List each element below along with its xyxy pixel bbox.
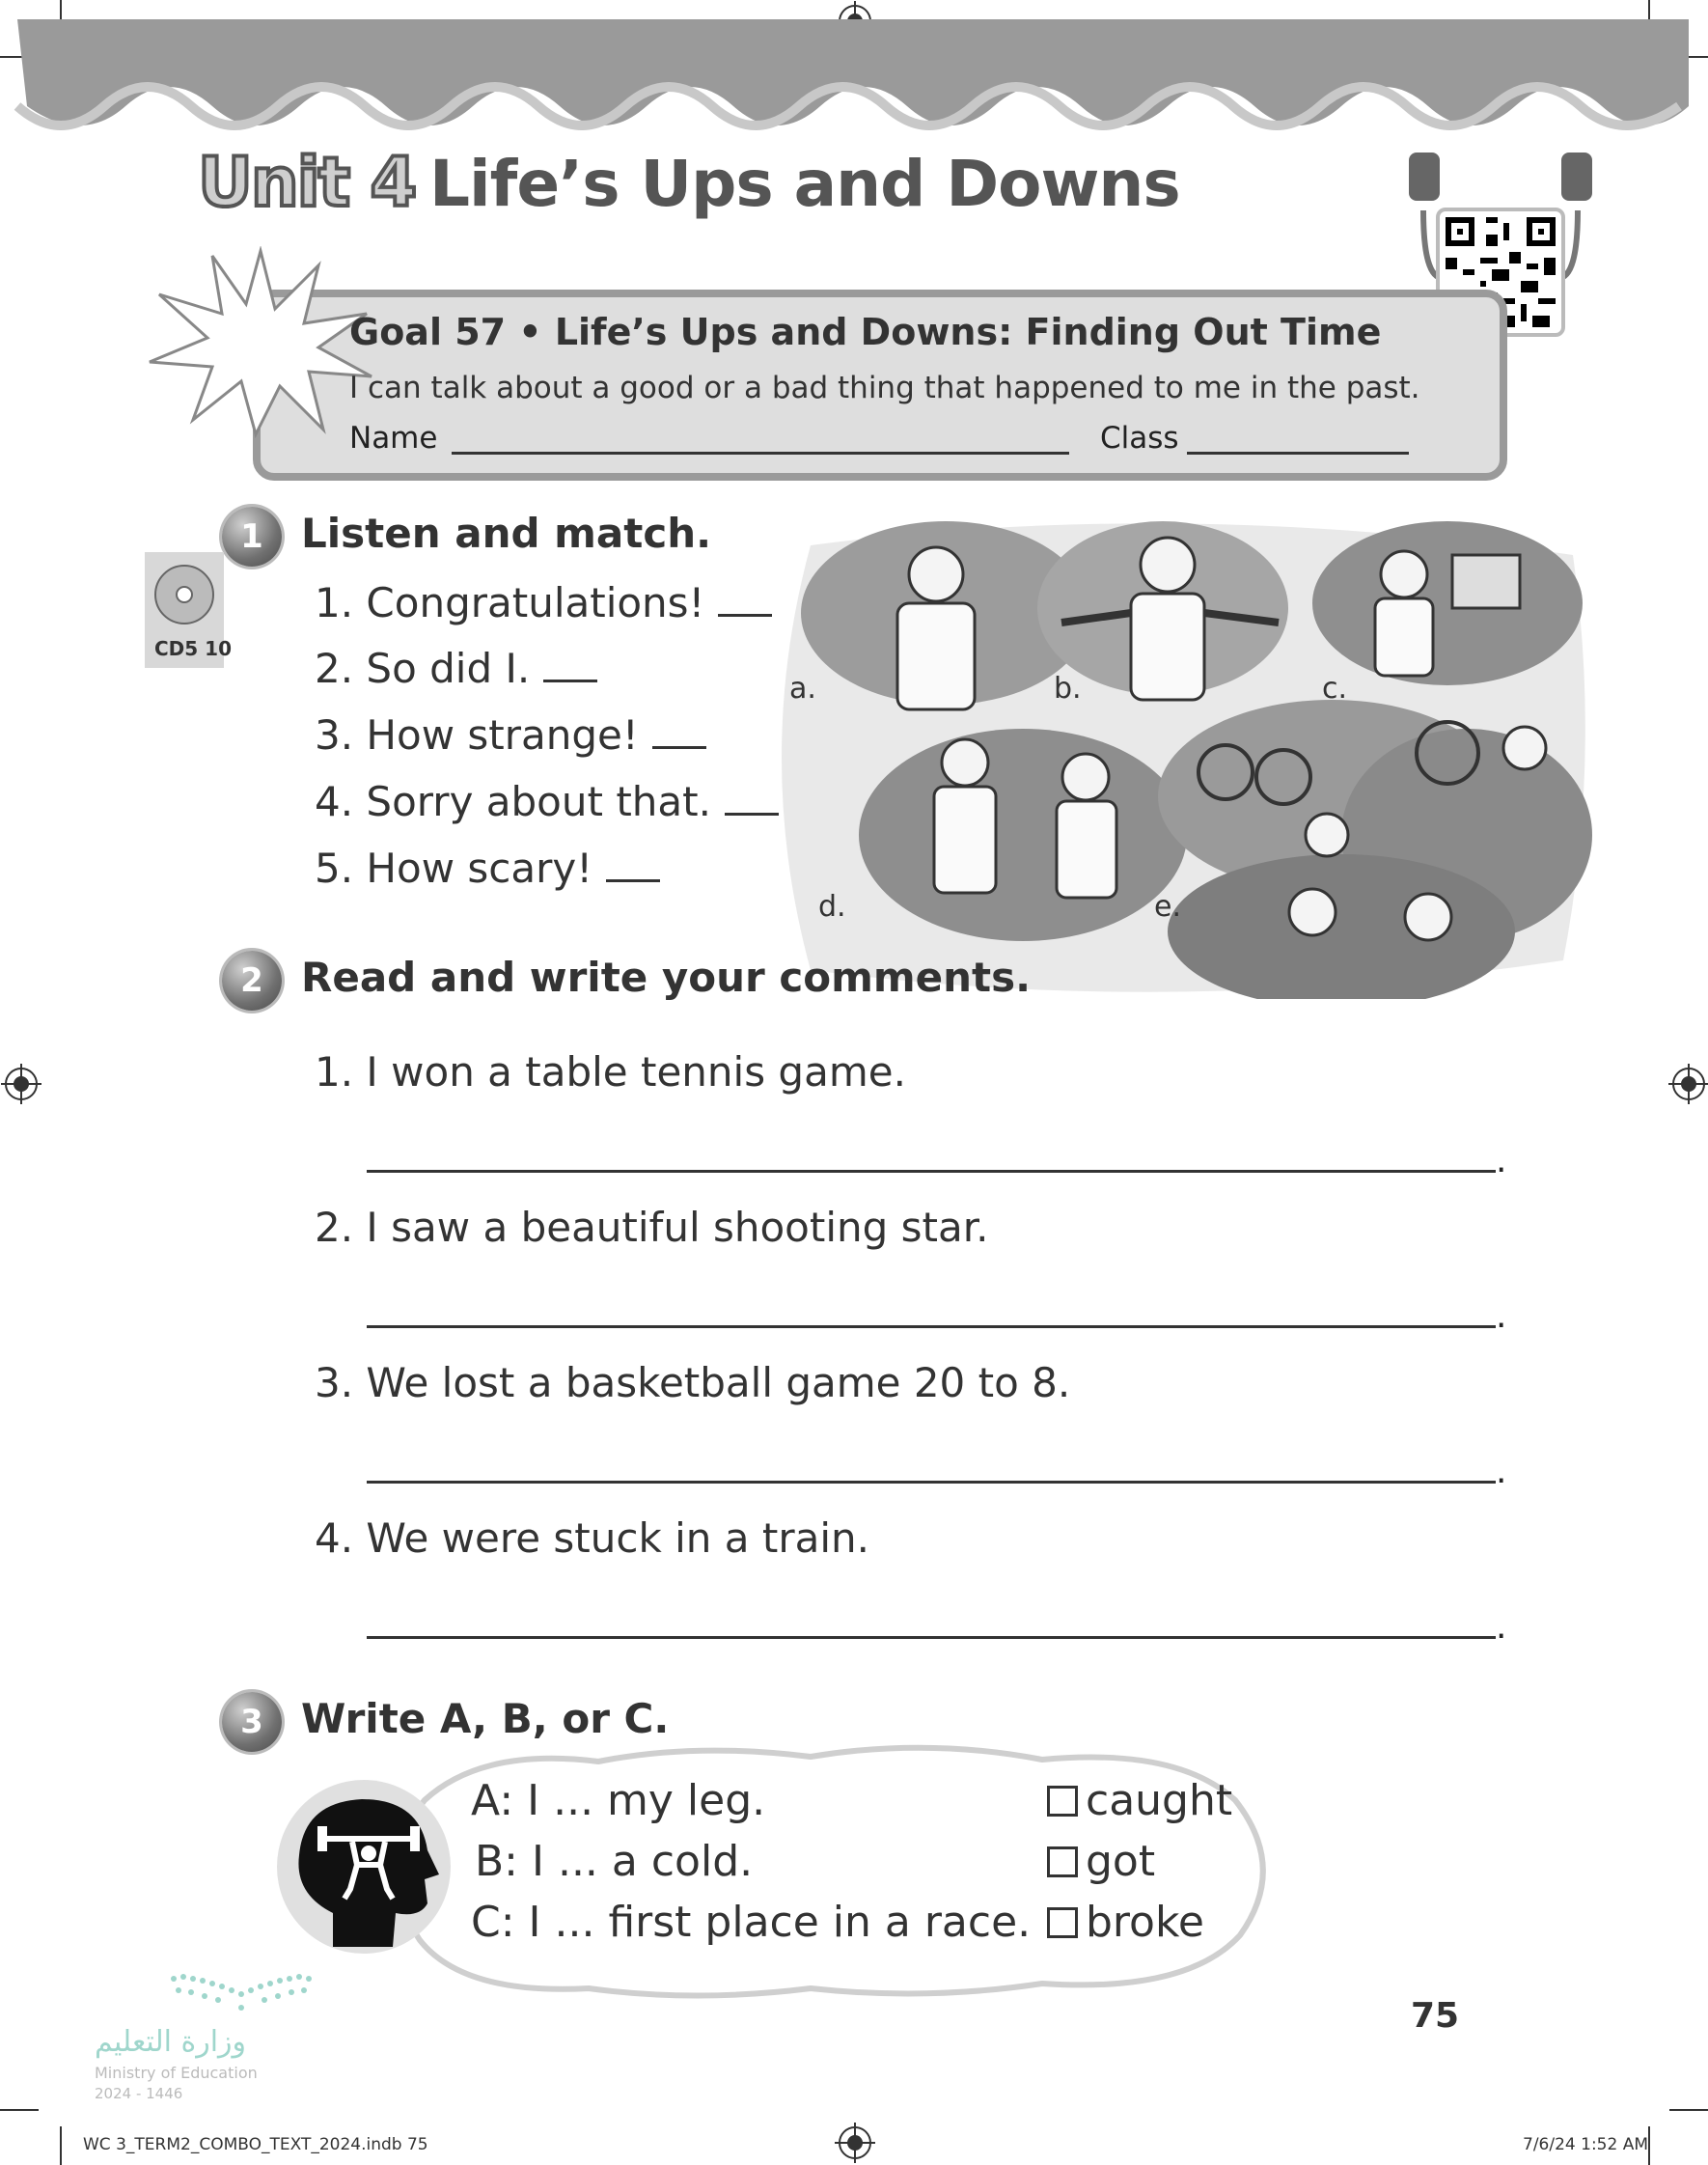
picture-label-d: d.	[818, 890, 846, 924]
section-1-title: Listen and match.	[301, 510, 712, 557]
cd-label: CD5 10	[154, 637, 232, 660]
list-item: 2. So did I.	[315, 645, 597, 692]
picture-label-a: a.	[789, 672, 816, 706]
list-item: 5. How scary!	[315, 845, 660, 892]
page-number: 75	[1411, 1996, 1460, 2036]
name-field[interactable]	[452, 452, 1069, 455]
ministry-year: 2024 - 1446	[95, 2085, 183, 2102]
crop-mark	[0, 2109, 39, 2111]
unit-label: Unit 4	[198, 143, 416, 222]
answer-blank[interactable]	[718, 585, 772, 617]
section-2-number: 2	[222, 951, 282, 1011]
starburst-icon	[145, 246, 376, 439]
line-end: .	[1496, 1607, 1507, 1647]
answer-line[interactable]	[367, 1481, 1496, 1484]
answer-line[interactable]	[367, 1636, 1496, 1639]
list-item: 1. I won a table tennis game.	[315, 1048, 906, 1096]
picture-label-c: c.	[1322, 672, 1348, 706]
crop-mark	[1669, 2109, 1708, 2111]
picture-label-b: b.	[1054, 672, 1082, 706]
registration-mark-icon	[839, 2126, 871, 2159]
option-got[interactable]: got	[1047, 1837, 1155, 1886]
registration-mark-icon	[1672, 1068, 1705, 1100]
goal-description: I can talk about a good or a bad thing that happened to me in the past.	[349, 371, 1420, 405]
crop-mark	[60, 2126, 62, 2165]
sentence-b: B: I ... a cold.	[475, 1837, 754, 1886]
line-end: .	[1496, 1296, 1507, 1336]
option-caught[interactable]: caught	[1047, 1776, 1232, 1825]
checkbox[interactable]	[1047, 1846, 1078, 1877]
checkbox[interactable]	[1047, 1907, 1078, 1938]
illustration-collage	[772, 516, 1592, 999]
goal-title: Goal 57 • Life’s Ups and Downs: Finding Out Time	[349, 311, 1382, 353]
sentence-a: A: I ... my leg.	[471, 1776, 766, 1825]
page-title: Life’s Ups and Downs	[429, 147, 1180, 221]
line-end: .	[1496, 1452, 1507, 1491]
answer-line[interactable]	[367, 1170, 1496, 1173]
cd-icon	[145, 560, 224, 637]
list-item: 4. We were stuck in a train.	[315, 1514, 869, 1562]
option-broke[interactable]: broke	[1047, 1898, 1204, 1947]
checkbox[interactable]	[1047, 1786, 1078, 1817]
class-label: Class	[1100, 421, 1179, 456]
list-item: 2. I saw a beautiful shooting star.	[315, 1204, 989, 1251]
name-label: Name	[349, 421, 438, 456]
answer-line[interactable]	[367, 1325, 1496, 1328]
section-3-number: 3	[222, 1692, 282, 1752]
ministry-arabic-name: وزارة التعليم	[95, 2025, 247, 2059]
sentence-c: C: I ... first place in a race.	[471, 1898, 1032, 1947]
section-2-title: Read and write your comments.	[301, 954, 1032, 1001]
head-weightlifter-icon	[275, 1778, 454, 1957]
list-item: 1. Congratulations!	[315, 579, 772, 626]
class-field[interactable]	[1187, 452, 1409, 455]
answer-blank[interactable]	[606, 850, 660, 882]
answer-blank[interactable]	[652, 717, 706, 749]
section-3-title: Write A, B, or C.	[301, 1695, 670, 1742]
list-item: 4. Sorry about that.	[315, 778, 779, 825]
line-end: .	[1496, 1141, 1507, 1180]
crop-mark	[1648, 2126, 1650, 2165]
ministry-logo-icon	[164, 1969, 318, 2017]
list-item: 3. How strange!	[315, 711, 706, 759]
ministry-english-name: Ministry of Education	[95, 2064, 258, 2082]
answer-blank[interactable]	[725, 784, 779, 816]
footer-file-name: WC 3_TERM2_COMBO_TEXT_2024.indb 75	[83, 2135, 428, 2154]
picture-label-e: e.	[1154, 890, 1181, 924]
top-banner	[0, 0, 1708, 154]
section-1-number: 1	[222, 507, 282, 567]
list-item: 3. We lost a basketball game 20 to 8.	[315, 1359, 1071, 1406]
answer-blank[interactable]	[543, 651, 597, 682]
footer-date: 7/6/24 1:52 AM	[1523, 2135, 1648, 2154]
registration-mark-icon	[5, 1068, 38, 1100]
